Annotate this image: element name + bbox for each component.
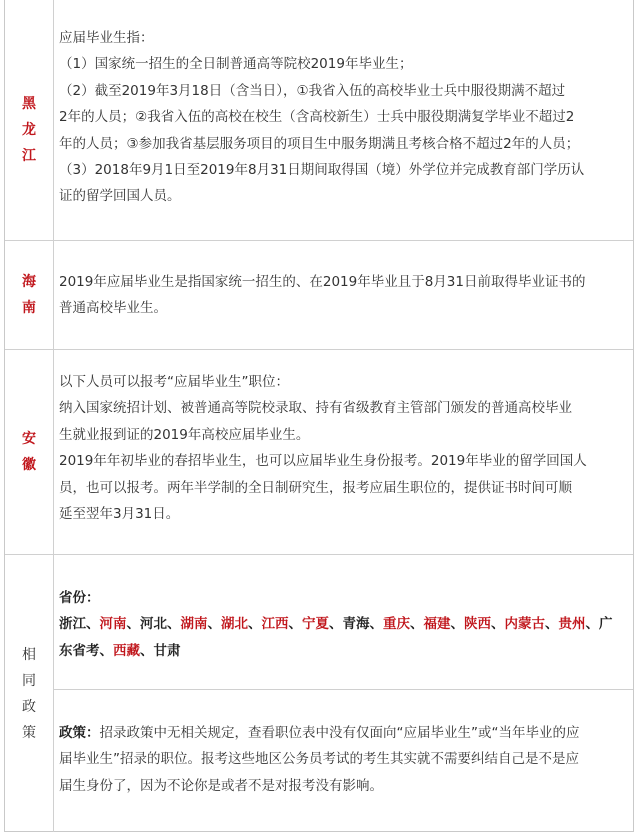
province-name: 福建 bbox=[423, 616, 451, 633]
province-name: 宁夏 bbox=[302, 616, 329, 633]
province-label-hainan: 海 南 bbox=[22, 274, 36, 316]
provinces-list bbox=[59, 611, 623, 664]
policy-text-same: 政策：招录政策中无相关规定，查看职位表中没有仅面向“应届毕业生”或“当年毕业的应 届毕业生”招录的职位。报考这些地区公务员考试的考生其实就不需要纠结自己是不是应 届生身份了，因为不论你是或者不是对报考没有影响。 bbox=[59, 725, 580, 794]
province-name: 湖南 bbox=[180, 616, 208, 633]
policy-text-anhui: 以下人员可以报考“应届毕业生”职位： 纳入国家统招计划、被普通高等院校录取、持有省级教育主管部门颁发的普通高校毕业 生就业报到证的2019年高校应届毕业生。 2019年年初毕业的春招毕业生，也可以应届毕业生身份报考。2019年毕业的留学回国人 员，也可以报考。两年半学制的全日制研究生，报考应届生职位的，提供证书时间可顺 延至翌年3月31日。 bbox=[59, 374, 587, 523]
table-row-heilongjiang bbox=[5, 0, 633, 241]
province-name: 内蒙古 bbox=[504, 616, 545, 633]
province-separator: 、 bbox=[99, 642, 113, 659]
province-name: 陕西 bbox=[464, 616, 491, 633]
province-separator: 、 bbox=[248, 616, 262, 633]
table-row-anhui bbox=[5, 350, 633, 555]
province-separator: 、 bbox=[140, 642, 154, 659]
table-row-same-policy bbox=[5, 555, 633, 832]
province-separator: 、 bbox=[585, 616, 599, 633]
province-name: 河南 bbox=[99, 616, 127, 633]
province-separator: 、 bbox=[369, 616, 383, 633]
province-separator: 、 bbox=[329, 616, 343, 633]
table-row-hainan bbox=[5, 241, 633, 350]
province-name: 贵州 bbox=[558, 616, 586, 633]
province-name: 青海 bbox=[342, 616, 370, 633]
province-separator: 、 bbox=[450, 616, 464, 633]
province-separator: 、 bbox=[491, 616, 505, 633]
province-name: 江西 bbox=[261, 616, 289, 633]
policy-text-hainan: 2019年应届毕业生是指国家统一招生的、在2019年毕业且于8月31日前取得毕业证书的 普通高校毕业生。 bbox=[59, 274, 586, 317]
province-name: 广东省考 bbox=[59, 616, 613, 659]
province-separator: 、 bbox=[288, 616, 302, 633]
provinces-block bbox=[59, 585, 623, 664]
province-name: 湖北 bbox=[221, 616, 248, 633]
province-separator: 、 bbox=[167, 616, 181, 633]
provinces-label: 省份： bbox=[59, 590, 100, 606]
province-separator: 、 bbox=[86, 616, 100, 633]
province-label-heilongjiang: 黑 龙 江 bbox=[22, 95, 36, 164]
province-name: 浙江 bbox=[59, 616, 86, 633]
province-name: 重庆 bbox=[383, 616, 410, 633]
inner-divider bbox=[54, 689, 633, 690]
province-separator: 、 bbox=[545, 616, 559, 633]
policy-text-heilongjiang: 应届毕业生指： （1）国家统一招生的全日制普通高等院校2019年毕业生； （2）截至2019年3月18日（含当日），①我省入伍的高校毕业士兵中服役期满不超过 2年的人员；②我省入伍的高校在校生（含高校新生）士兵中服役期满复学毕业不超过2 年的人员；③参加我省基层服务项目的项目生中服务期满且考核合格不超过2年的人员； （3）2018年9月1日至2019年8月31日期间取得国（境）外学位并完成教育部门学历认 证的留学回国人员。 bbox=[59, 30, 585, 205]
policy-label: 政策： bbox=[59, 725, 100, 741]
province-label-anhui: 安 徽 bbox=[22, 431, 36, 473]
province-name: 河北 bbox=[140, 616, 167, 633]
province-separator: 、 bbox=[126, 616, 140, 633]
province-name: 西藏 bbox=[113, 642, 140, 659]
province-name: 甘肃 bbox=[153, 642, 181, 659]
province-separator: 、 bbox=[410, 616, 424, 633]
province-separator: 、 bbox=[207, 616, 221, 633]
policy-table bbox=[4, 0, 634, 832]
same-policy-label: 相 同 政 策 bbox=[22, 646, 36, 741]
